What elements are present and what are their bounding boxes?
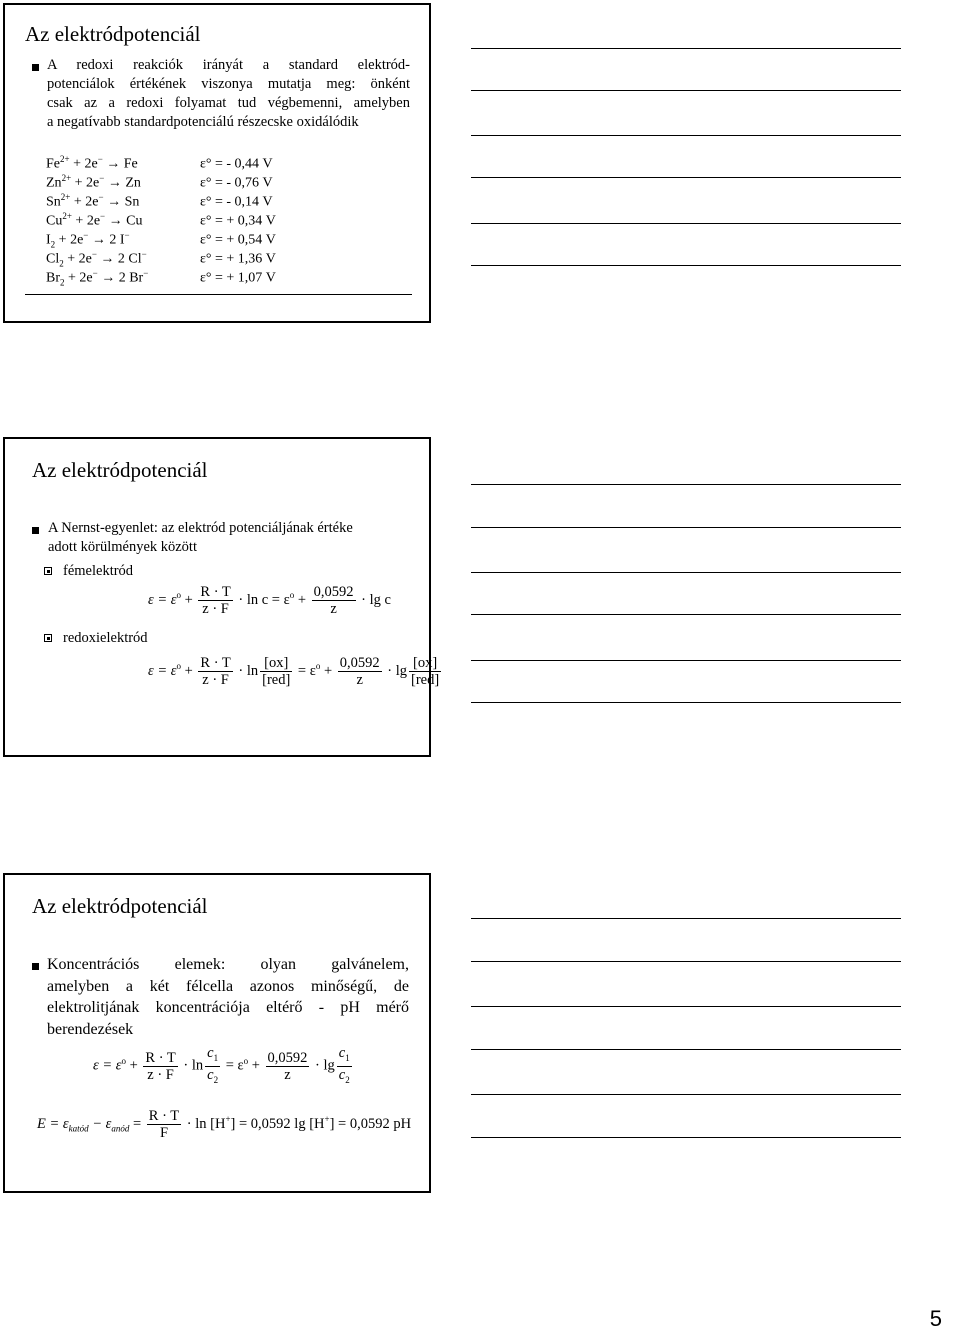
bullet-line: Koncentrációs elemek: olyan galvánelem, — [47, 956, 409, 973]
nernst-equation-metal: $\varepsilon = \varepsilon^o$ + $\frac{R \cdot T}{z \cdot F}$ · $\ln c = \varepsilon^o$ + $\frac{0,0592}{z}$ · lg c — [148, 584, 391, 617]
sub-bullet-marker — [44, 634, 52, 642]
ph-equation: $E = \varepsilon_{katód} - \varepsilon_{anód}$ = $\frac{R \cdot T}{F}$ · ln [H+] = 0,0592 lg [H+] = 0,0592 pH — [37, 1108, 412, 1141]
notes-line — [471, 614, 901, 615]
half-reaction: $Br_2 + 2e^- \to 2$ Br− — [46, 268, 149, 288]
bullet-line: potenciálok értékének viszonya mutatja meg: önként — [47, 76, 410, 92]
slide-1-bullet — [47, 56, 410, 132]
bullet-line: a negatívabb standardpotenciálú részecske oxidálódik — [47, 114, 359, 130]
notes-line — [471, 961, 901, 962]
notes-line — [471, 527, 901, 528]
nernst-equation-redox: $\varepsilon = \varepsilon^o$ + $\frac{R \cdot T}{z \cdot F}$ · ln $\frac{[ox]}{\text{[red]}}$ = $\varepsilon^o$ + $\frac{0,0592}{z}$ · lg $\frac{[ox]}{\text{[red]}}$ — [148, 655, 440, 688]
half-reaction: $Sn^{2+} + 2e^- \to Sn$ — [46, 192, 140, 210]
notes-line — [471, 918, 901, 919]
notes-line — [471, 90, 901, 91]
standard-potential: ε° = - 0,44 V — [200, 156, 273, 172]
slide-2-bullet — [48, 519, 428, 557]
sub-bullet-marker — [44, 567, 52, 575]
notes-line — [471, 1094, 901, 1095]
sub-item-redox-electrode: redoxielektród — [63, 630, 148, 646]
bullet-line: csak az a redoxi folyamat tud végbemenni, amelyben — [47, 95, 410, 111]
notes-line — [471, 484, 901, 485]
half-reaction: $Cu^{2+} + 2e^- \to Cu$ — [46, 211, 143, 229]
slide-3-bullet — [47, 954, 409, 1040]
standard-potential: ε° = + 1,07 V — [200, 270, 276, 286]
notes-line — [471, 572, 901, 573]
standard-potential: ε° = - 0,14 V — [200, 194, 273, 210]
bullet-marker — [32, 527, 39, 534]
standard-potential: ε° = + 0,34 V — [200, 213, 276, 229]
table-row — [46, 264, 276, 292]
bullet-line: A redoxi reakciók irányát a standard elektród- — [47, 57, 410, 73]
standard-potential: ε° = + 1,36 V — [200, 251, 276, 267]
concentration-cell-equation: $\varepsilon = \varepsilon^o$ + $\frac{R \cdot T}{z \cdot F}$ · ln $\frac{c_1}{c_2}$ = $\varepsilon^o$ + $\frac{0,0592}{z}$ · lg $\frac{c_1}{c_2}$ — [93, 1045, 350, 1085]
slide-2 — [3, 437, 440, 757]
notes-line — [471, 177, 901, 178]
table-rule — [25, 294, 412, 295]
notes-line — [471, 702, 901, 703]
notes-line — [471, 223, 901, 224]
slide-1 — [3, 3, 431, 323]
notes-line — [471, 135, 901, 136]
half-reaction: $Zn^{2+} + 2e^- \to Zn$ — [46, 173, 141, 191]
slide-2-title: Az elektródpotenciál — [32, 458, 208, 482]
slide-3-title: Az elektródpotenciál — [32, 894, 208, 918]
notes-line — [471, 660, 901, 661]
bullet-line: berendezések — [47, 1020, 134, 1038]
bullet-line: amelyben a két félcella azonos minőségű, de — [47, 977, 409, 995]
half-reaction: $I_2 + 2e^- \to 2$ I− — [46, 230, 130, 250]
notes-line — [471, 265, 901, 266]
notes-line — [471, 1049, 901, 1050]
bullet-marker — [32, 963, 39, 970]
bullet-line: elektrolitjának koncentrációja eltérő - pH mérő — [47, 999, 409, 1016]
half-reaction: $Fe^{2+} + 2e^- \to Fe$ — [46, 154, 138, 172]
standard-potential: ε° = - 0,76 V — [200, 175, 273, 191]
standard-potential: ε° = + 0,54 V — [200, 232, 276, 248]
half-reaction: $Cl_2 + 2e^- \to 2$ Cl− — [46, 249, 147, 269]
sub-item-metal-electrode: fémelektród — [63, 563, 134, 579]
notes-line — [471, 1137, 901, 1138]
slide-3 — [3, 873, 431, 1193]
bullet-marker — [32, 64, 39, 71]
notes-line — [471, 48, 901, 49]
slide-1-title: Az elektródpotenciál — [25, 22, 201, 46]
bullet-line: adott körülmények között — [48, 539, 197, 555]
notes-line — [471, 1006, 901, 1007]
page-number: 5 — [929, 1306, 942, 1331]
bullet-line: A Nernst-egyenlet: az elektród potenciáljának értéke — [48, 520, 353, 536]
